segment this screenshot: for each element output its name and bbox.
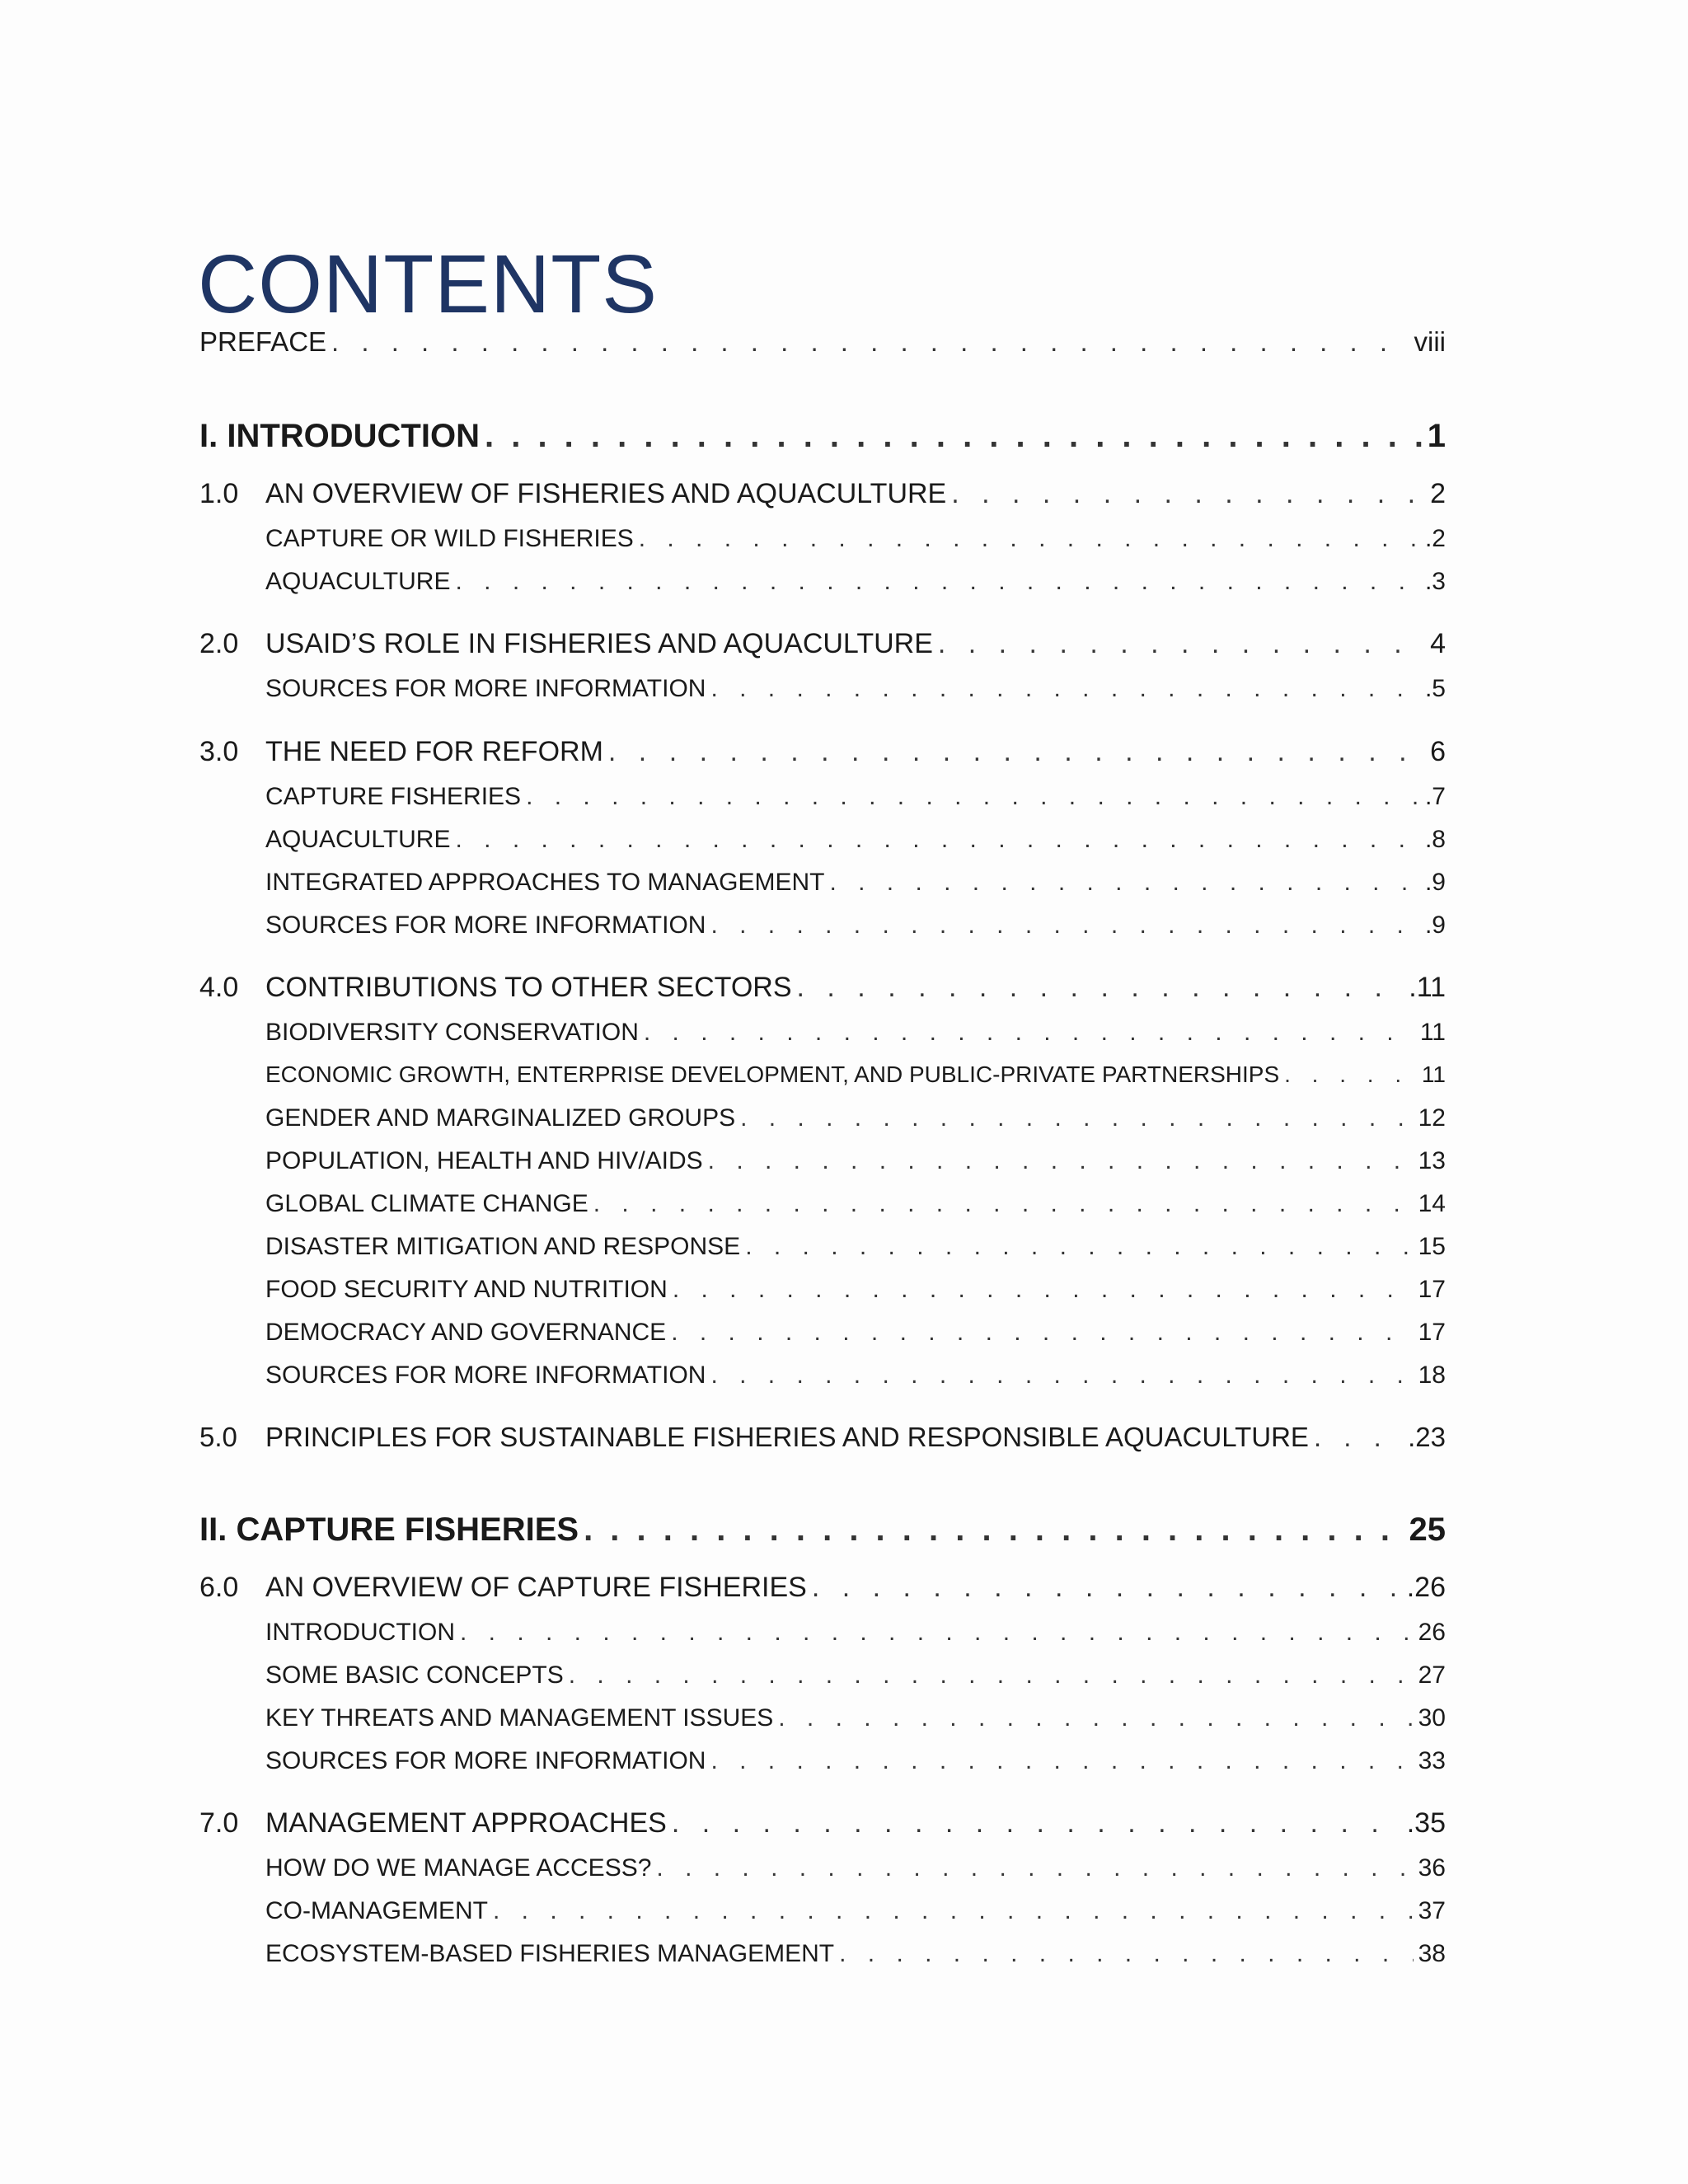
toc-entry-label: SOURCES FOR MORE INFORMATION [265,1747,706,1774]
dot-leader [455,568,1419,596]
toc-page-number: 6 [1430,736,1446,767]
dot-leader [710,1361,1413,1390]
toc-entry-label: BIODIVERSITY CONSERVATION [265,1019,639,1046]
toc-chapter-3[interactable] [199,736,1446,768]
toc-page-number: 14 [1418,1190,1446,1217]
dot-leader [745,1233,1413,1261]
toc-part-label: I. INTRODUCTION [199,418,480,454]
toc-page-number: .11 [1409,972,1446,1003]
dot-leader [593,1190,1414,1218]
toc-section[interactable] [199,1854,1446,1882]
dot-leader [938,628,1425,660]
toc-entry-label: CONTRIBUTIONS TO OTHER SECTORS [265,972,792,1003]
toc-section[interactable] [199,783,1446,811]
toc-entry-label: USAID’S ROLE IN FISHERIES AND AQUACULTURE [265,628,933,659]
toc-page-number: 30 [1418,1704,1446,1732]
toc-page-number: 15 [1418,1233,1446,1260]
toc-page-number: 26 [1418,1619,1446,1646]
dot-leader [1284,1062,1417,1088]
dot-leader [710,1747,1413,1775]
toc-page-number: .23 [1408,1422,1446,1452]
toc-page-number: .9 [1424,912,1446,939]
toc-entry-label: ECOSYSTEM-BASED FISHERIES MANAGEMENT [265,1940,835,1967]
toc-page-number: 36 [1418,1854,1446,1882]
toc-entry-label: CO-MANAGEMENT [265,1897,488,1924]
dot-leader [656,1854,1413,1882]
toc-page-number: .35 [1406,1807,1446,1839]
dot-leader [673,1276,1414,1304]
toc-entry-label: AQUACULTURE [265,568,451,595]
toc-section[interactable] [199,1940,1446,1968]
chapter-number: 1.0 [199,478,239,509]
toc-section[interactable] [199,1276,1446,1304]
toc-page-number: 37 [1418,1897,1446,1924]
toc-entry-label: SOME BASIC CONCEPTS [265,1661,564,1689]
toc-entry-label: HOW DO WE MANAGE ACCESS? [265,1854,652,1882]
toc-page-number: 25 [1409,1511,1446,1548]
dot-leader [797,972,1404,1004]
toc-page-number: viii [1414,326,1446,357]
toc-entry-label: INTEGRATED APPROACHES TO MANAGEMENT [265,869,825,896]
toc-entry-label: KEY THREATS AND MANAGEMENT ISSUES [265,1704,774,1732]
dot-leader [485,418,1423,455]
toc-entry-label: DISASTER MITIGATION AND RESPONSE [265,1233,741,1260]
toc-chapter-7[interactable] [199,1807,1446,1840]
toc-entry-label: GLOBAL CLIMATE CHANGE [265,1190,588,1217]
toc-entry-label: DEMOCRACY AND GOVERNANCE [265,1319,667,1346]
toc-entry-label: PREFACE [199,326,327,357]
toc-chapter-5[interactable] [199,1422,1446,1453]
toc-page-number: 27 [1418,1661,1446,1689]
toc-chapter-1[interactable] [199,478,1446,510]
toc-entry-label: CAPTURE OR WILD FISHERIES [265,525,634,552]
toc-page-number: 17 [1418,1276,1446,1303]
dot-leader [331,326,1409,358]
toc-entry-label: POPULATION, HEALTH AND HIV/AIDS [265,1147,703,1174]
toc-entry-label: PRINCIPLES FOR SUSTAINABLE FISHERIES AND RESPONSIBLE AQUACULTURE [265,1422,1309,1452]
toc-page-number: 12 [1418,1104,1446,1132]
toc-part-introduction[interactable] [199,418,1446,455]
dot-leader [778,1704,1413,1732]
toc-entry-label: CAPTURE FISHERIES [265,783,522,810]
toc-page-number: 38 [1418,1940,1446,1967]
toc-section[interactable] [199,869,1446,897]
toc-entry-label: AN OVERVIEW OF FISHERIES AND AQUACULTURE [265,478,947,509]
dot-leader [812,1572,1402,1604]
toc-page-number: .26 [1406,1572,1446,1603]
toc-section[interactable] [199,525,1446,553]
dot-leader [584,1511,1404,1549]
toc-chapter-4[interactable] [199,972,1446,1004]
toc-page-number: 18 [1418,1361,1446,1389]
toc-section[interactable] [199,675,1446,703]
toc-section[interactable] [199,1661,1446,1690]
toc-entry-label: GENDER AND MARGINALIZED GROUPS [265,1104,736,1132]
dot-leader [526,783,1420,811]
toc-page-number: .9 [1424,869,1446,896]
toc-page-number: .8 [1424,826,1446,853]
dot-leader [493,1897,1414,1925]
toc-section[interactable] [199,1233,1446,1261]
toc-page-number: 2 [1430,478,1446,509]
toc-page-number: 17 [1418,1319,1446,1346]
chapter-number: 2.0 [199,628,239,659]
toc-entry-label: SOURCES FOR MORE INFORMATION [265,1361,706,1389]
toc-section[interactable] [199,1897,1446,1925]
toc-page-number: .3 [1424,568,1446,595]
dot-leader [740,1104,1414,1132]
dot-leader [608,736,1425,768]
chapter-number: 6.0 [199,1572,239,1603]
toc-entry-label: ECONOMIC GROWTH, ENTERPRISE DEVELOPMENT, AND PUBLIC-PRIVATE PARTNERSHIPS [265,1062,1280,1087]
toc-entry-label: AQUACULTURE [265,826,451,853]
dot-leader [644,1019,1415,1047]
toc-section[interactable] [199,1704,1446,1732]
toc-section[interactable] [199,826,1446,854]
dot-leader [460,1619,1414,1647]
toc-page-number: 4 [1430,628,1446,659]
toc-section[interactable] [199,1062,1446,1088]
toc-entry-label: MANAGEMENT APPROACHES [265,1807,667,1839]
dot-leader [839,1940,1414,1968]
toc-entry-label: SOURCES FOR MORE INFORMATION [265,912,706,939]
dot-leader [708,1147,1414,1175]
toc-section[interactable] [199,1747,1446,1775]
toc-entry-label: THE NEED FOR REFORM [265,736,603,767]
toc-page-number: 1 [1427,418,1446,454]
dot-leader [1314,1422,1403,1453]
toc-page-number: 11 [1421,1062,1446,1087]
toc-entry-label: SOURCES FOR MORE INFORMATION [265,675,706,702]
toc-section[interactable] [199,1319,1446,1347]
chapter-number: 7.0 [199,1807,239,1839]
toc-part-capture-fisheries[interactable] [199,1511,1446,1549]
toc-section[interactable] [199,568,1446,596]
toc-section[interactable] [199,1147,1446,1175]
chapter-number: 4.0 [199,972,239,1003]
chapter-number: 5.0 [199,1422,237,1452]
toc-entry-label: AN OVERVIEW OF CAPTURE FISHERIES [265,1572,807,1603]
dot-leader [710,912,1420,940]
toc-entry-label: FOOD SECURITY AND NUTRITION [265,1276,668,1303]
dot-leader [671,1319,1413,1347]
toc-section[interactable] [199,1619,1446,1647]
toc-page-number: 33 [1418,1747,1446,1774]
page-title: CONTENTS [198,238,658,330]
dot-leader [455,826,1419,854]
toc-section[interactable] [199,1190,1446,1218]
toc-entry-preface[interactable] [199,326,1446,358]
toc-page-number: .5 [1424,675,1446,702]
toc-part-label: II. CAPTURE FISHERIES [199,1511,579,1548]
toc-section[interactable] [199,1104,1446,1132]
toc-page-number: .2 [1424,525,1446,552]
toc-entry-label: INTRODUCTION [265,1619,455,1646]
toc-section[interactable] [199,1019,1446,1047]
chapter-number: 3.0 [199,736,239,767]
dot-leader [951,478,1425,510]
toc-section[interactable] [199,1361,1446,1390]
toc-section[interactable] [199,912,1446,940]
toc-page-number: 13 [1418,1147,1446,1174]
toc-page-number: 11 [1419,1019,1446,1046]
dot-leader [639,525,1420,553]
toc-chapter-2[interactable] [199,628,1446,660]
dot-leader [710,675,1420,703]
toc-page-number: .7 [1424,783,1446,810]
dot-leader [569,1661,1414,1690]
toc-chapter-6[interactable] [199,1572,1446,1604]
dot-leader [829,869,1420,897]
dot-leader [672,1807,1402,1840]
